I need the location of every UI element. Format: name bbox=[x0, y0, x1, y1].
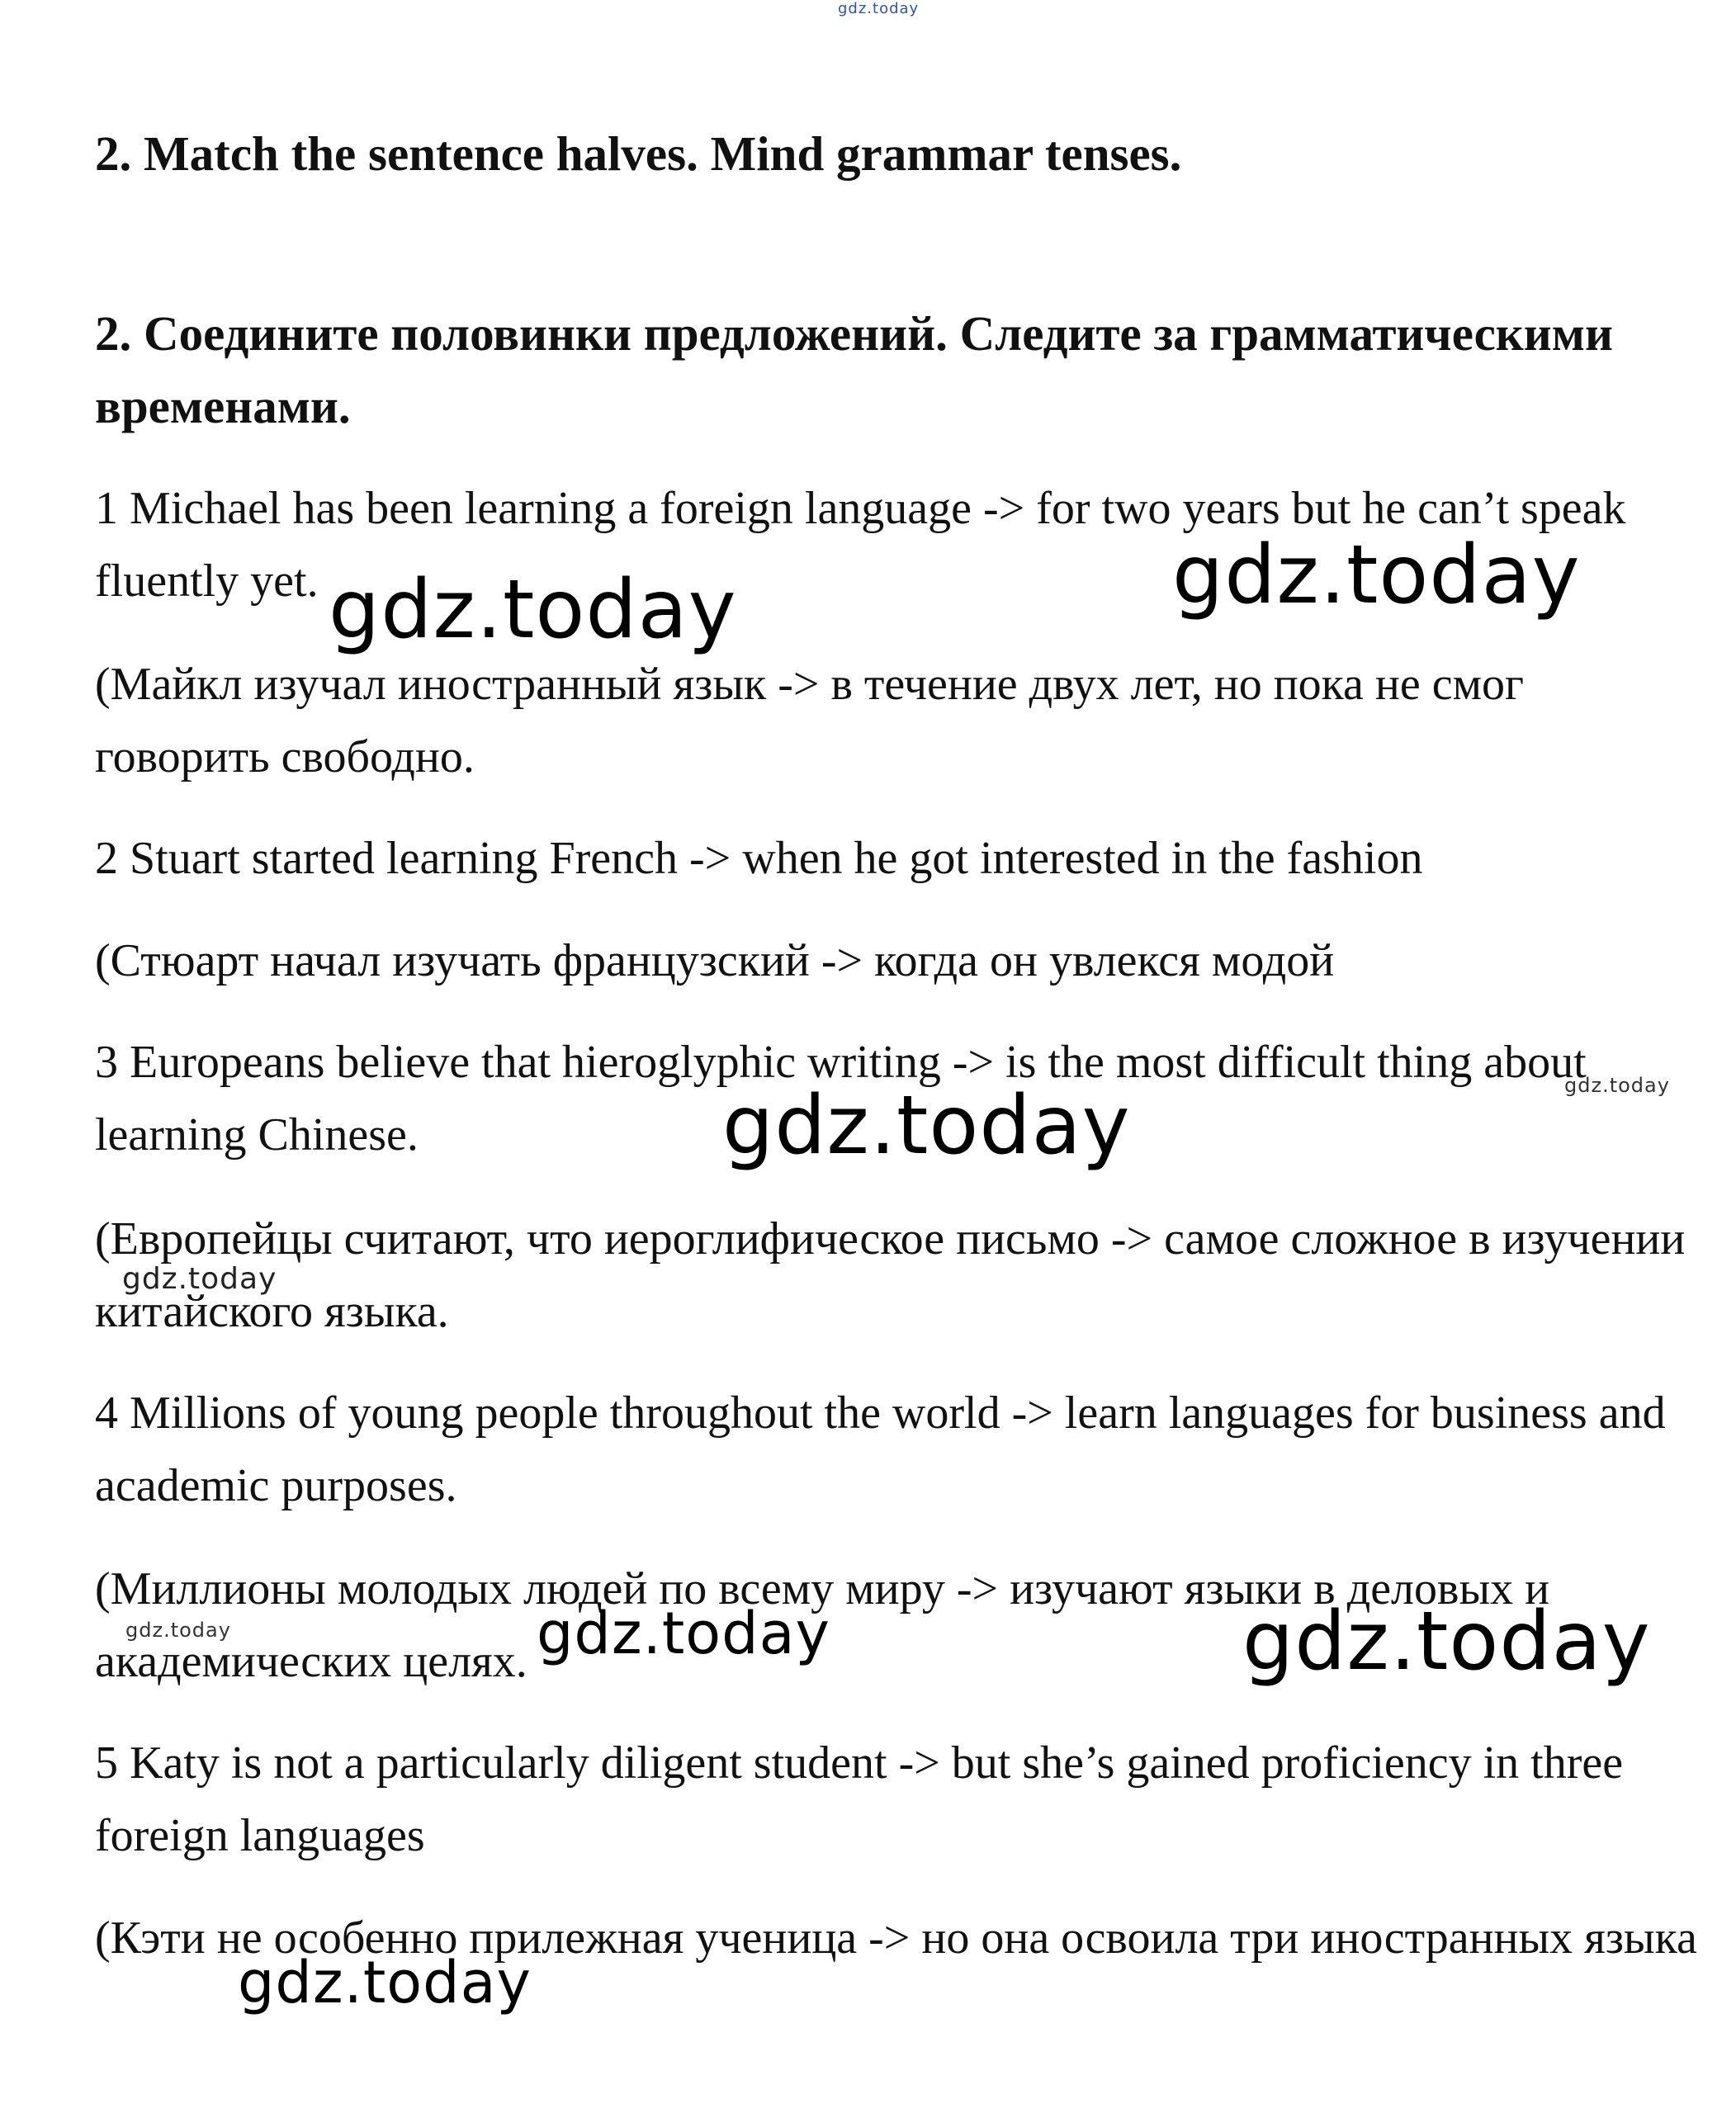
item-4-english: 4 Millions of young people throughout the world -> learn languages for business and academic purposes. bbox=[95, 1387, 1666, 1511]
watermark-item4-mid: gdz.today bbox=[537, 1600, 830, 1667]
watermark-top: gdz.today bbox=[838, 0, 920, 17]
heading-english: 2. Match the sentence halves. Mind grammar tenses. bbox=[95, 126, 1182, 181]
item-3-russian: (Европейцы считают, что иероглифическое письмо -> самое сложное в изучении китайского языка. bbox=[95, 1213, 1686, 1337]
watermark-item5: gdz.today bbox=[238, 1949, 532, 2016]
item-4-russian: (Миллионы молодых людей по всему миру -> изучают языки в деловых и академических целях. bbox=[95, 1563, 1550, 1687]
watermark-item4-right: gdz.today bbox=[1242, 1595, 1651, 1689]
item-5-russian: (Кэти не особенно прилежная ученица -> но она освоила три иностранных языка bbox=[95, 1912, 1697, 1964]
watermark-item3-center: gdz.today bbox=[722, 1079, 1131, 1173]
item-1-english: 1 Michael has been learning a foreign language -> for two years but he can’t speak fluently yet. bbox=[95, 483, 1626, 607]
heading-russian: 2. Соедините половинки предложений. Следите за грамматическими временами. bbox=[95, 306, 1613, 433]
item-5-english: 5 Katy is not a particularly diligent student -> but she’s gained proficiency in three foreign languages bbox=[95, 1737, 1624, 1861]
item-2-english: 2 Stuart started learning French -> when he got interested in the fashion bbox=[95, 833, 1423, 884]
watermark-item3-ru: gdz.today bbox=[122, 1262, 277, 1296]
item-3-english: 3 Europeans believe that hieroglyphic writing -> is the most difficult thing about learning Chinese. bbox=[95, 1037, 1587, 1160]
watermark-item3-small: gdz.today bbox=[1564, 1074, 1670, 1097]
watermark-item1-left: gdz.today bbox=[329, 563, 737, 657]
watermark-item1-right: gdz.today bbox=[1172, 528, 1581, 622]
item-2-russian: (Стюарт начал изучать французский -> когда он увлекся модой bbox=[95, 935, 1335, 986]
item-1-russian: (Майкл изучал иностранный язык -> в течение двух лет, но пока не смог говорить свободно. bbox=[95, 659, 1524, 782]
watermark-item4-small: gdz.today bbox=[125, 1619, 231, 1642]
